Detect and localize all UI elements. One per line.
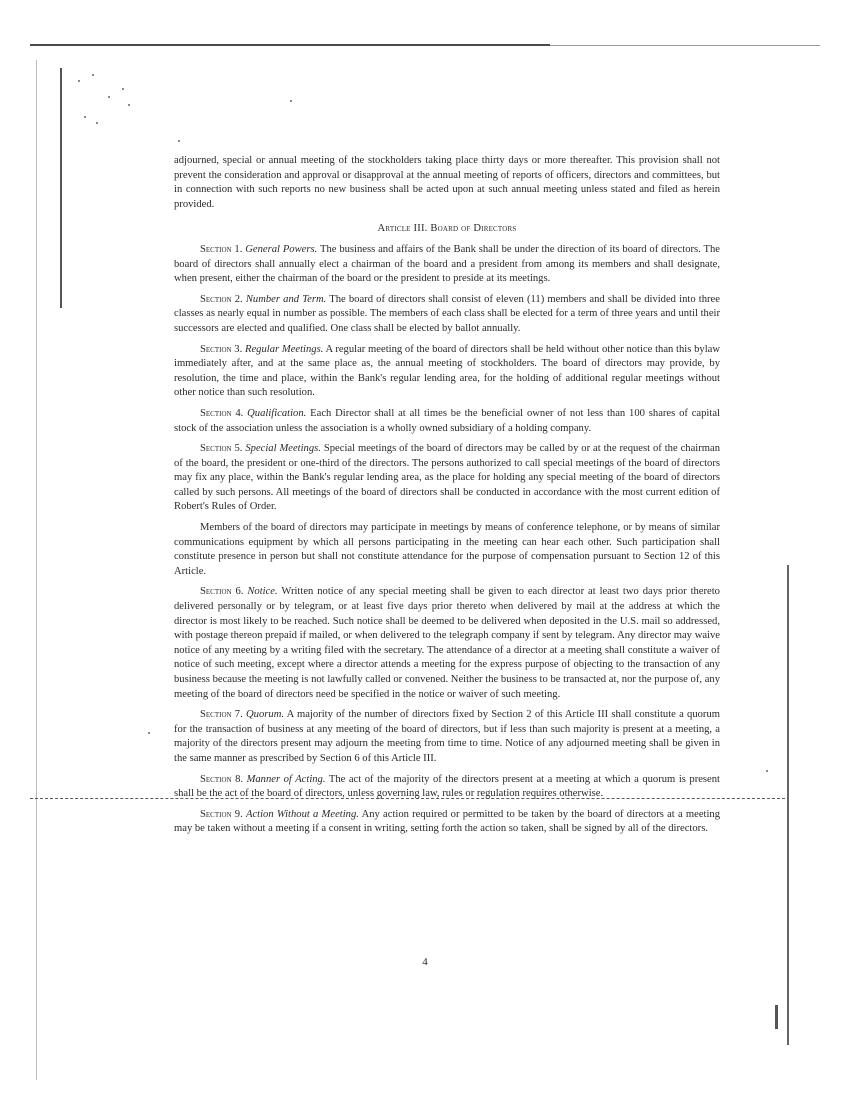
section-title: Manner of Acting.: [246, 773, 326, 785]
section-title: Special Meetings.: [245, 443, 321, 455]
section-label: Section 6.: [200, 586, 244, 598]
section-text: The business and affairs of the Bank shall be under the direction of its board of directors. The board of directors shall annually elect a chairman of the board and a president from among its members and shall designate, when present, either the chairman of the board or the president to preside at its meetings.: [174, 243, 720, 285]
scan-speck: [178, 140, 180, 142]
scan-speck: [128, 104, 130, 106]
section-2: [174, 293, 720, 337]
section-label: Section 8.: [200, 773, 244, 785]
section-label: Section 4.: [200, 407, 244, 419]
section-1: [174, 243, 720, 287]
section-text: A regular meeting of the board of directors shall be held without other notice than this bylaw immediately after, and at the same place as, the annual meeting of stockholders. The board of directors may provide, by resolution, the time and place, within the Bank's regular lending area, for the holding of additional regular meetings without other notice than such resolution.: [174, 343, 720, 399]
section-text: Written notice of any special meeting shall be given to each director at least two days prior thereto delivered personally or by telegram, or at least five days prior thereto when delivered by mail at the address at which the director is most likely to be reached. Such notice shall be deemed to be delivered when deposited in the U.S. mail so addressed, with postage thereon prepaid if mailed, or when delivered to the telegraph company if sent by telegram. Any director may waive notice of any meeting by a writing filed with the secretary. The attendance of a director at a meeting shall constitute a waiver of notice of such meeting, except where a director attends a meeting for the express purpose of objecting to the transaction of any business because the meeting is not lawfully called or convened. Neither the business to be transacted at, nor the purpose of, any meeting of the board of directors need be specified in the notice or waiver of such meeting.: [174, 586, 720, 700]
section-3: [174, 343, 720, 401]
scan-speck: [84, 116, 86, 118]
section-title: Notice.: [247, 586, 278, 598]
section-text: Each Director shall at all times be the beneficial owner of not less than 100 shares of capital stock of the association unless the association is a wholly owned subsidiary of a holding company.: [174, 407, 720, 434]
scan-edge-mark: [36, 60, 37, 1080]
scan-edge-bar-left: [60, 68, 62, 308]
scan-speck: [122, 88, 124, 90]
scan-speck: [766, 770, 768, 772]
scan-speck: [108, 96, 110, 98]
scan-border-line: [30, 44, 550, 46]
section-label: Section 7.: [200, 709, 243, 721]
scan-speck: [96, 122, 98, 124]
section-8: [174, 773, 720, 802]
document-body: [174, 154, 720, 843]
section-label: Section 9.: [200, 808, 243, 820]
section-text: The act of the majority of the directors present at a meeting at which a quorum is present shall be the act of the board of directors, unless governing law, rules or regulation requires otherwise.: [174, 773, 721, 800]
section-title: Number and Term.: [245, 293, 327, 305]
section-4: [174, 407, 720, 436]
section-label: Section 5.: [200, 443, 243, 455]
section-title: General Powers.: [245, 243, 318, 255]
section-5: [174, 442, 720, 515]
scan-speck: [290, 100, 292, 102]
section-title: Action Without a Meeting.: [245, 808, 359, 820]
section-text: Any action required or permitted to be taken by the board of directors at a meeting may be taken without a meeting if a consent in writing, setting forth the action so taken, shall be signed by all of the directors.: [174, 808, 721, 835]
scan-speck: [148, 732, 150, 734]
section-6: [174, 585, 720, 702]
scan-edge-tick: [775, 1005, 790, 1029]
section-label: Section 3.: [200, 343, 243, 355]
scan-speck: [78, 80, 80, 82]
section-label: Section 2.: [200, 293, 243, 305]
intro-paragraph: adjourned, special or annual meeting of the stockholders taking place thirty days or more thereafter. This provision shall not prevent the consideration and approval or disapproval at the annual meeting of reports of officers, directors and committees, but in connection with such reports no new business shall be acted upon at such annual meeting unless stated and filed as herein provided.: [174, 155, 720, 210]
scan-speck: [92, 74, 94, 76]
page-number: 4: [422, 956, 428, 968]
section-text: Special meetings of the board of directors may be called by or at the request of the chairman of the board, the president or one-third of the directors. The persons authorized to call special meetings of the board of directors may fix any place, within the Bank's regular lending area, as the place for holding any special meeting of the board of directors called by such persons. All meetings of the board of directors shall be conducted in accordance with the most current edition of Robert's Rules of Order.: [174, 443, 720, 513]
section-9: [174, 808, 720, 837]
section-text: A majority of the number of directors fixed by Section 2 of this Article III shall constitute a quorum for the transaction of business at any meeting of the board of directors, but if less than such majority is present at a meeting, a majority of the directors present may adjourn the meeting from time to time. Notice of any adjourned meeting shall be given in the same manner as prescribed by Section 6 of this Article III.: [174, 709, 720, 764]
section-title: Regular Meetings.: [245, 343, 324, 355]
section-5-continued: Members of the board of directors may participate in meetings by means of conference telephone, or by means of similar communications equipment by which all persons participating in the meeting can hear each other. Such participation shall constitute presence in person but shall not constitute attendance for the purpose of compensation pursuant to Section 12 of this Article.: [174, 522, 720, 577]
section-title: Quorum.: [246, 709, 284, 721]
section-7: [174, 708, 720, 766]
section-text: The board of directors shall consist of eleven (11) members and shall be divided into three classes as nearly equal in number as possible. The members of each class shall be elected for a term of three years and until their successors are elected and qualified. One class shall be elected by ballot annually.: [174, 293, 720, 334]
section-title: Qualification.: [247, 407, 307, 419]
scan-border-line-faint: [550, 45, 820, 46]
article-heading: Article III. Board of Directors: [377, 223, 517, 235]
section-label: Section 1.: [200, 243, 243, 255]
scan-edge-bar-right: [787, 565, 789, 1045]
